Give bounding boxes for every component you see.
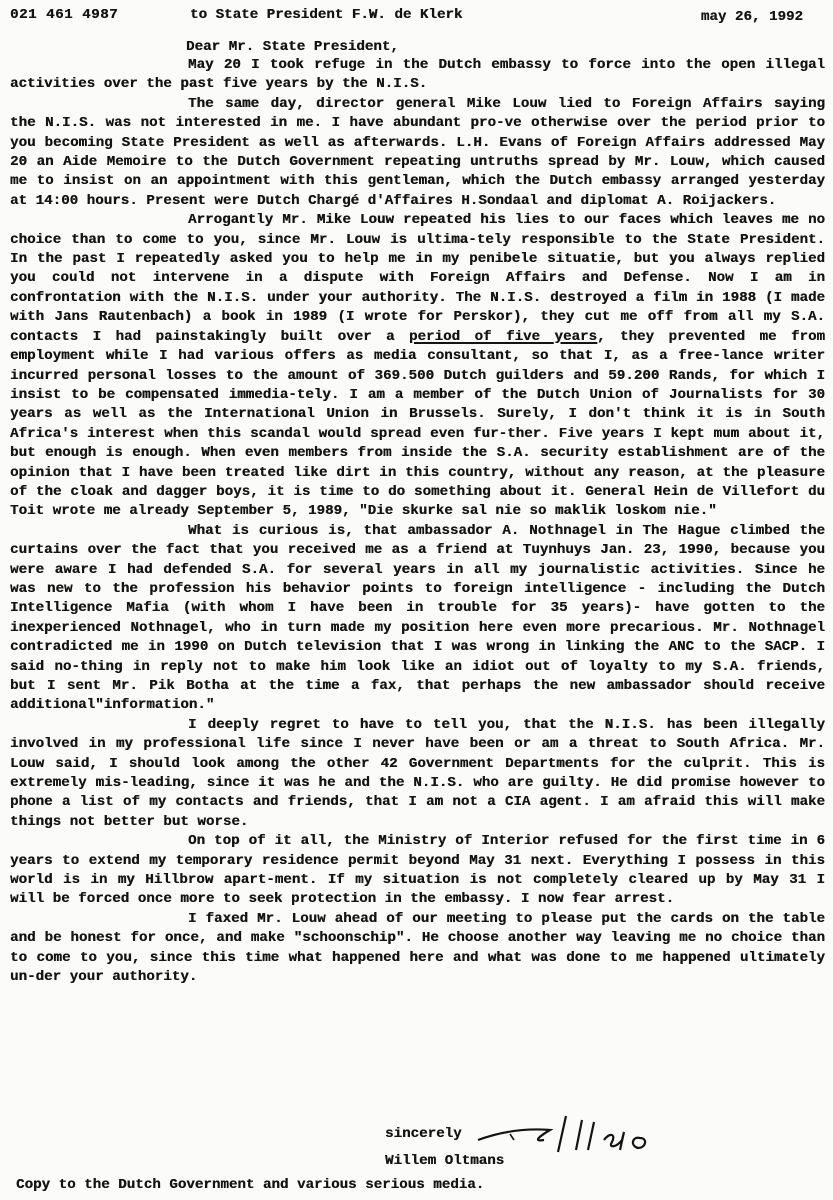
copy-line: Copy to the Dutch Government and various serious media. xyxy=(16,1177,485,1193)
underlined-phrase: period of five years xyxy=(408,328,598,345)
paragraph-4: What is curious is, that ambassador A. Nothnagel in The Hague climbed the curtains over the fact that you received me as a friend at Tuynhuys Jan. 23, 1990, because you were aware I had defended S.A. for several years in all my journalistic activities. Since he was new to the profession his behavior points to foreign intelligence - including the Dutch Intelligence Mafia (with whom I have been in trouble for 35 years)- have gotten to the inexperienced Nothnagel, who in turn made my position here even more precarious. Mr. Nothnagel contradicted me in 1990 on Dutch television that I was wrong in linking the ANC to the SACP. I said no-thing in reply not to make him look like an idiot out of loyalty to my S.A. friends, but I sent Mr. Pik Botha at the time a fax, that perhaps the new ambassador should receive additional"information." xyxy=(10,522,825,714)
paragraph-3 xyxy=(10,211,825,522)
recipient-line: to State President F.W. de Klerk xyxy=(190,7,463,23)
closing: sincerely xyxy=(385,1126,462,1142)
paragraph-7: I faxed Mr. Louw ahead of our meeting to please put the cards on the table and be honest for once, and make "schoonschip". He choose another way leaving me no choice than to come to you, since this time what happened here and what was done to me happened ultimately un-der your authority. xyxy=(10,910,825,986)
letter-header xyxy=(10,6,823,28)
signer-name: Willem Oltmans xyxy=(385,1153,505,1169)
paragraph-1: May 20 I took refuge in the Dutch embassy to force into the open illegal activities over the past five years by the N.I.S. xyxy=(10,57,825,93)
paragraph-6: On top of it all, the Ministry of Interior refused for the first time in 6 years to extend my temporary residence permit beyond May 31 next. Everything I possess in this world is in my Hillbrow apart-ment. If my situation is not completely cleared up by May 31 I will be forced once more to seek protection in the embassy. I now fear arrest. xyxy=(10,833,825,908)
fax-number: 021 461 4987 xyxy=(10,7,119,23)
paragraph-2: The same day, director general Mike Louw lied to Foreign Affairs saying the N.I.S. was not interested in me. I have abundant pro-ve otherwise over the period prior to you becoming State President as well as afterwards. L.H. Evans of Foreign Affairs addressed May 20 an Aide Memoire to the Dutch Government repeating untruths spread by Mr. Louw, which caused me to insist on an appointment with this gentleman, which the Dutch embassy arranged yesterday at 14:00 hours. Present were Dutch Chargé d'Affaires H.Sondaal and diplomat A. Roijackers. xyxy=(10,95,825,209)
paragraph-3-head: Arrogantly Mr. Mike Louw repeated his lies to our faces which leaves me no choice than to come to you, since Mr. Louw is ultima-tely responsible to the State President. In the past I repeatedly asked you to help me in my penibele situatie, but you always replied you could not intervene in a dispute with Foreign Affairs and Defense. Now I am in confrontation with the N.I.S. under your authority. The N.I.S. destroyed a film in 1988 (I made with Jans Rautenbach) a book in 1989 (I wrote for Perskor), they cut me off from all my S.A. contacts I had painstakingly built over a xyxy=(10,212,825,345)
paragraph-5: I deeply regret to have to tell you, that the N.I.S. has been illegally involved in my professional life since I never have been or am a threat to South Africa. Mr. Louw said, I should look among the other 42 Government Departments for the culprit. This is extremely mis-leading, since it was he and the N.I.S. who are guilty. He did promise however to phone a list of my contacts and friends, that I am not a CIA agent. I am afraid this will make things not better but worse. xyxy=(10,716,825,830)
letter-date: may 26, 1992 xyxy=(700,9,803,25)
paragraph-3-tail: , they prevented me from employment while I had various offers as media consultant, so that I, as a free-lance writer incurred personal losses to the amount of 369.500 Dutch guilders and 59.200 Rands, for which I insist to be compensated immedia-tely. I am a member of the Dutch Union of Journalists for 30 years as well as the International Union in Brussels. Surely, I don't think it is in South Africa's interest when this scandal would spread even fur-ther. Five years I kept mum about it, but enough is enough. When even members from inside the S.A. security establishment are of the opinion that I have been treated like dirt in this country, without any reason, at the pleasure of the cloak and dagger boys, it is time to do something about it. General Hein de Villefort du Toit wrote me already September 5, 1989, "Die skurke sal nie so maklik loskom nie." xyxy=(10,328,826,520)
salutation: Dear Mr. State President, xyxy=(186,39,399,55)
letter-body xyxy=(10,56,825,988)
